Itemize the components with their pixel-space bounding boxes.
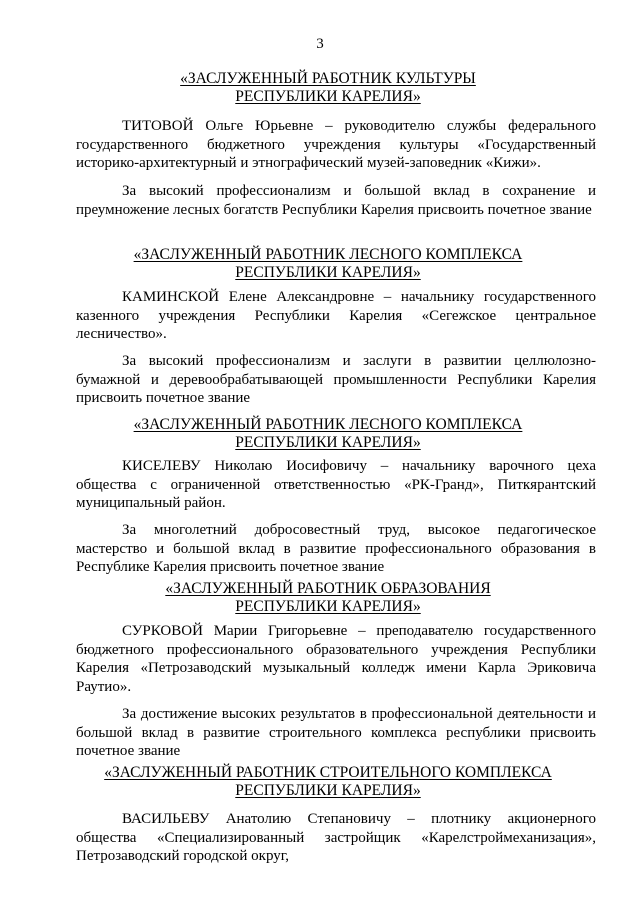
award-title-line: «ЗАСЛУЖЕННЫЙ РАБОТНИК КУЛЬТУРЫ — [180, 70, 476, 87]
award-title — [60, 416, 596, 452]
award-title-line: РЕСПУБЛИКИ КАРЕЛИЯ» — [235, 264, 421, 281]
reason-paragraph: За достижение высоких результатов в профессиональной деятельности и большой вклад в развитие строительного комплекса республики присвоить почетное звание — [76, 706, 596, 759]
reason-paragraph: За высокий профессионализм и заслуги в развитии целлюлозно-бумажной и деревообрабатывающей промышленности Республики Карелия присвоить почетное звание — [76, 353, 596, 406]
award-title — [60, 580, 596, 616]
award-title-line: «ЗАСЛУЖЕННЫЙ РАБОТНИК ЛЕСНОГО КОМПЛЕКСА — [133, 246, 523, 263]
reason-paragraph: За высокий профессионализм и большой вклад в сохранение и преумножение лесных богатств Республики Карелия присвоить почетное звание — [76, 183, 596, 218]
award-title-line: «ЗАСЛУЖЕННЫЙ РАБОТНИК ОБРАЗОВАНИЯ — [165, 580, 491, 597]
person-paragraph: ТИТОВОЙ Ольге Юрьевне – руководителю службы федерального государственного бюджетного учреждения культуры «Государственный историко-архитектурный и этнографический музей-заповедник «Кижи». — [76, 118, 596, 171]
award-title-line: РЕСПУБЛИКИ КАРЕЛИЯ» — [235, 782, 421, 799]
award-title-line: РЕСПУБЛИКИ КАРЕЛИЯ» — [235, 434, 421, 451]
award-title-line: «ЗАСЛУЖЕННЫЙ РАБОТНИК ЛЕСНОГО КОМПЛЕКСА — [133, 416, 523, 433]
page-number: 3 — [316, 36, 324, 52]
person-paragraph: ВАСИЛЬЕВУ Анатолию Степановичу – плотнику акционерного общества «Специализированный застройщик «Карелстроймеханизация», Петрозаводский городской округ, — [76, 811, 596, 864]
award-title-line: РЕСПУБЛИКИ КАРЕЛИЯ» — [235, 598, 421, 615]
reason-paragraph: За многолетний добросовестный труд, высокое педагогическое мастерство и большой вклад в развитие профессионального образования в Республике Карелия присвоить почетное звание — [76, 522, 596, 575]
award-title — [60, 70, 596, 106]
person-paragraph: СУРКОВОЙ Марии Григорьевне – преподавателю государственного бюджетного профессионального образовательного учреждения Республики Карелия «Петрозаводский музыкальный колледж имени Карла Эриковича Раутио». — [76, 623, 596, 695]
award-title-line: РЕСПУБЛИКИ КАРЕЛИЯ» — [235, 88, 421, 105]
award-title — [60, 764, 596, 800]
person-paragraph: КАМИНСКОЙ Елене Александровне – начальнику государственного казенного учреждения Республики Карелия «Сегежское центральное лесничество». — [76, 289, 596, 342]
award-title-line: «ЗАСЛУЖЕННЫЙ РАБОТНИК СТРОИТЕЛЬНОГО КОМПЛЕКСА — [104, 764, 552, 781]
award-title — [60, 246, 596, 282]
person-paragraph: КИСЕЛЕВУ Николаю Иосифовичу – начальнику варочного цеха общества с ограниченной ответственностью «РК-Гранд», Питкярантский муниципальный район. — [76, 458, 596, 511]
